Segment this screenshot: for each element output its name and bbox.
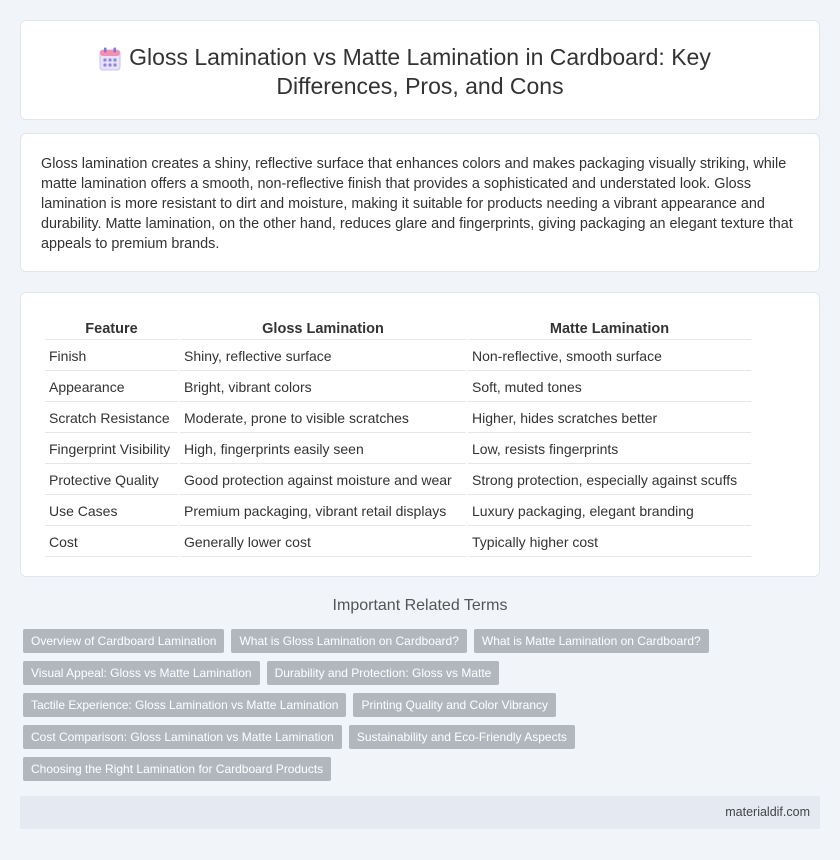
tag-row xyxy=(23,757,813,781)
table-row xyxy=(45,373,751,402)
table-cell: Good protection against moisture and wear xyxy=(180,466,466,495)
table-cell: Fingerprint Visibility xyxy=(45,435,178,464)
table-row xyxy=(45,528,751,557)
tag-row xyxy=(23,661,813,685)
tag-row xyxy=(23,725,813,749)
table-cell: Typically higher cost xyxy=(468,528,751,557)
table-cell: Finish xyxy=(45,342,178,371)
related-term-tag[interactable]: What is Matte Lamination on Cardboard? xyxy=(474,629,709,653)
table-row xyxy=(45,466,751,495)
comparison-card xyxy=(20,292,820,577)
related-term-tag[interactable]: Printing Quality and Color Vibrancy xyxy=(353,693,556,717)
related-term-tag[interactable]: Overview of Cardboard Lamination xyxy=(23,629,224,653)
related-term-tag[interactable]: Durability and Protection: Gloss vs Matte xyxy=(267,661,500,685)
footer-site-link[interactable]: materialdif.com xyxy=(725,805,810,819)
table-cell: Low, resists fingerprints xyxy=(468,435,751,464)
table-cell: Shiny, reflective surface xyxy=(180,342,466,371)
related-term-tag[interactable]: Visual Appeal: Gloss vs Matte Lamination xyxy=(23,661,260,685)
tag-row xyxy=(23,629,813,653)
footer xyxy=(20,796,820,829)
table-cell: Moderate, prone to visible scratches xyxy=(180,404,466,433)
table-cell: Scratch Resistance xyxy=(45,404,178,433)
table-cell: Generally lower cost xyxy=(180,528,466,557)
header-matte: Matte Lamination xyxy=(468,318,751,340)
related-term-tag[interactable]: Sustainability and Eco-Friendly Aspects xyxy=(349,725,575,749)
intro-paragraph: Gloss lamination creates a shiny, reflective surface that enhances colors and makes packaging visually striking, while matte lamination offers a smooth, non-reflective finish that provides a sophisticated and understated look. Gloss lamination is more resistant to dirt and moisture, making it suitable for products needing a vibrant appearance and durability. Matte lamination, on the other hand, reduces glare and fingerprints, giving packaging an elegant texture that appeals to premium brands. xyxy=(41,156,793,252)
table-cell: Protective Quality xyxy=(45,466,178,495)
header-gloss: Gloss Lamination xyxy=(180,318,466,340)
table-header-row xyxy=(45,318,751,340)
related-term-tag[interactable]: Tactile Experience: Gloss Lamination vs Matte Lamination xyxy=(23,693,346,717)
related-terms-heading: Important Related Terms xyxy=(332,597,508,614)
related-term-tag[interactable]: Choosing the Right Lamination for Cardboard Products xyxy=(23,757,331,781)
table-cell: Strong protection, especially against scuffs xyxy=(468,466,751,495)
table-row xyxy=(45,404,751,433)
table-cell: Premium packaging, vibrant retail displays xyxy=(180,497,466,526)
table-cell: Luxury packaging, elegant branding xyxy=(468,497,751,526)
related-term-tag[interactable]: Cost Comparison: Gloss Lamination vs Matte Lamination xyxy=(23,725,342,749)
table-cell: Appearance xyxy=(45,373,178,402)
intro-card xyxy=(20,133,820,272)
table-cell: High, fingerprints easily seen xyxy=(180,435,466,464)
table-cell: Higher, hides scratches better xyxy=(468,404,751,433)
table-row xyxy=(45,342,751,371)
title-card xyxy=(20,20,820,120)
table-cell: Non-reflective, smooth surface xyxy=(468,342,751,371)
related-term-tag[interactable]: What is Gloss Lamination on Cardboard? xyxy=(231,629,466,653)
header-feature: Feature xyxy=(45,318,178,340)
table-cell: Soft, muted tones xyxy=(468,373,751,402)
tag-row xyxy=(23,693,813,717)
related-terms-list xyxy=(23,629,813,789)
table-cell: Use Cases xyxy=(45,497,178,526)
comparison-table xyxy=(43,316,753,559)
page-title: Gloss Lamination vs Matte Lamination in Cardboard: Key Differences, Pros, and Cons xyxy=(129,44,711,99)
table-row xyxy=(45,497,751,526)
table-cell: Cost xyxy=(45,528,178,557)
table-row xyxy=(45,435,751,464)
table-cell: Bright, vibrant colors xyxy=(180,373,466,402)
